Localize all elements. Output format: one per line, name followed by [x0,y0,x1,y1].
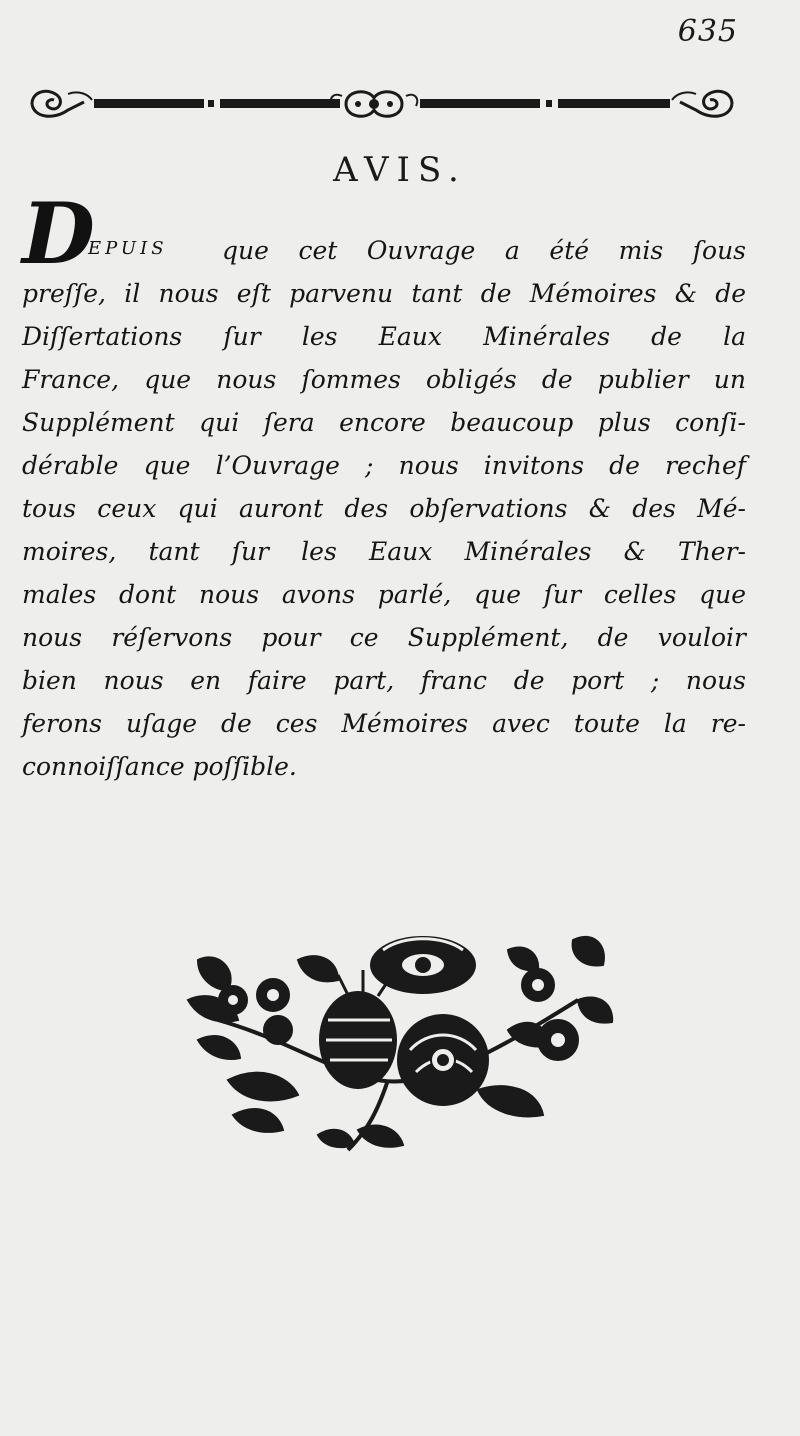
text-line: bien nous en faire part, franc de port ; nous [22,666,746,695]
text-line: nous réſervons pour ce Supplément, de vouloir [22,623,746,652]
text-line: ferons uſage de ces Mémoires avec toute la re- [22,709,746,738]
page-title: AVIS. [333,150,467,190]
text-line: Supplément qui ſera encore beaucoup plus conſi- [22,408,746,437]
text-line: preſſe, il nous eſt parvenu tant de Mémoires & de [22,279,746,308]
floral-vignette [178,930,618,1160]
text-line: males dont nous avons parlé, que ſur celles que [22,580,746,609]
text-line-last: connoiſſance poſſible. [22,752,297,781]
text-line: tous ceux qui auront des obſervations & des Mé- [22,494,746,523]
page-number: 635 [677,14,738,49]
text-line: France, que nous ſommes obligés de publier un [22,365,746,394]
text-line: dérable que l’Ouvrage ; nous invitons de rechef [22,451,746,480]
headpiece-ornament [28,84,736,124]
text-line: que cet Ouvrage a été mis ſous [222,236,746,265]
lead-word: EPUIS [88,238,168,259]
drop-cap: D [22,184,95,283]
text-line: moires, tant ſur les Eaux Minérales & Ther- [22,537,746,566]
text-line: Diſſertations ſur les Eaux Minérales de la [22,322,746,351]
